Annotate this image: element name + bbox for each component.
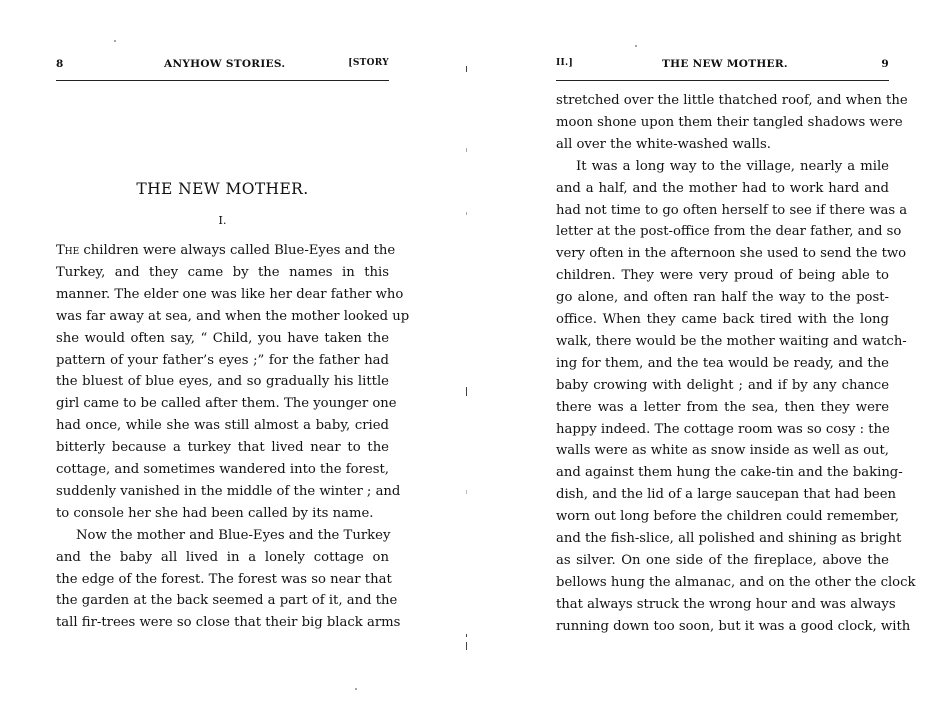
text-line	[56, 240, 396, 262]
text-line: walls were as white as snow inside as well as out,	[556, 443, 889, 459]
section-number: I.	[218, 213, 227, 227]
text-line: and the baby all lived in a lonely cottage on	[56, 549, 389, 565]
text-line: girl came to be called after them. The younger one	[56, 396, 397, 412]
scan-speck	[355, 688, 357, 690]
text-line: was far away at sea, and when the mother looked up	[56, 308, 410, 324]
right-chapter-label: II.]	[556, 58, 574, 68]
scan-speck	[635, 45, 637, 47]
gutter-mark	[466, 66, 467, 72]
text-line: children. They were very proud of being able to	[556, 268, 889, 284]
text-line: that always struck the wrong hour and was always	[556, 596, 896, 612]
text-line: there was a letter from the sea, then they were	[556, 399, 889, 415]
right-running-title: THE NEW MOTHER.	[662, 58, 788, 70]
text-line: very often in the afternoon she used to send the two	[556, 246, 907, 262]
text-line: go alone, and often ran half the way to the post-	[556, 290, 889, 306]
left-page-number: 8	[56, 58, 64, 70]
text-line: letter at the post-office from the dear father, and so	[556, 224, 902, 240]
gutter-mark	[466, 634, 467, 637]
text-line: It was a long way to the village, nearly a mile	[576, 158, 889, 174]
text-line: worn out long before the children could remember,	[556, 509, 900, 525]
left-running-label: [STORY	[348, 58, 389, 68]
right-header-rule	[556, 80, 889, 81]
text-line: running down too soon, but it was a good clock, with	[556, 618, 911, 634]
text-line: all over the white-washed walls.	[556, 136, 771, 152]
text-line: Turkey, and they came by the names in this	[56, 264, 389, 280]
text-line: manner. The elder one was like her dear father who	[56, 286, 404, 302]
text-line: and a half, and the mother had to work hard and	[556, 180, 889, 196]
left-header-rule	[56, 80, 389, 81]
drop-word: The	[56, 243, 80, 258]
gutter-mark	[466, 490, 467, 494]
gutter-mark	[466, 387, 467, 396]
text-line: moon shone upon them their tangled shadows were	[556, 114, 903, 130]
text-line: as silver. On one side of the fireplace, above the	[556, 552, 889, 568]
text-line: the garden at the back seemed a part of it, and the	[56, 593, 398, 609]
text-line: tall fir-trees were so close that their big black arms	[56, 615, 401, 631]
gutter-mark	[466, 212, 467, 215]
text-line: had not time to go often herself to see if there was a	[556, 202, 908, 218]
text-line: to console her she had been called by its name.	[56, 505, 374, 521]
line-text: children were always called Blue-Eyes and the	[79, 243, 396, 258]
text-line: Now the mother and Blue-Eyes and the Turkey	[76, 527, 391, 543]
text-line: bitterly because a turkey that lived near to the	[56, 440, 389, 456]
text-line: the bluest of blue eyes, and so gradually his little	[56, 374, 389, 390]
text-line: dish, and the lid of a large saucepan that had been	[556, 487, 897, 503]
text-line: bellows hung the almanac, and on the other the clock	[556, 574, 916, 590]
left-running-title: ANYHOW STORIES.	[164, 58, 286, 70]
text-line: stretched over the little thatched roof, and when the	[556, 93, 908, 108]
text-line: had once, while she was still almost a baby, cried	[56, 418, 389, 434]
left-running-head	[56, 58, 389, 74]
text-line: the edge of the forest. The forest was so near that	[56, 571, 392, 587]
text-line: walk, there would be the mother waiting and watch-	[556, 333, 907, 349]
text-line: and the fish-slice, all polished and shining as bright	[556, 531, 902, 546]
text-line: she would often say, “ Child, you have taken the	[56, 330, 389, 346]
scan-speck	[114, 40, 116, 42]
right-page-number: 9	[881, 58, 889, 70]
text-line: suddenly vanished in the middle of the winter ; and	[56, 483, 401, 499]
chapter-title: THE NEW MOTHER.	[136, 180, 309, 198]
text-line: pattern of your father’s eyes ;” for the father had	[56, 352, 389, 368]
gutter-mark	[466, 148, 467, 152]
text-line: baby crowing with delight ; and if by any chance	[556, 377, 889, 393]
text-line: ing for them, and the tea would be ready, and the	[556, 355, 889, 371]
text-line: office. When they came back tired with the long	[556, 312, 889, 327]
text-line: cottage, and sometimes wandered into the forest,	[56, 462, 389, 477]
text-line: and against them hung the cake-tin and the baking-	[556, 465, 903, 481]
gutter-mark	[466, 642, 467, 650]
right-running-head	[556, 58, 889, 74]
text-line: happy indeed. The cottage room was so cosy : the	[556, 421, 890, 437]
